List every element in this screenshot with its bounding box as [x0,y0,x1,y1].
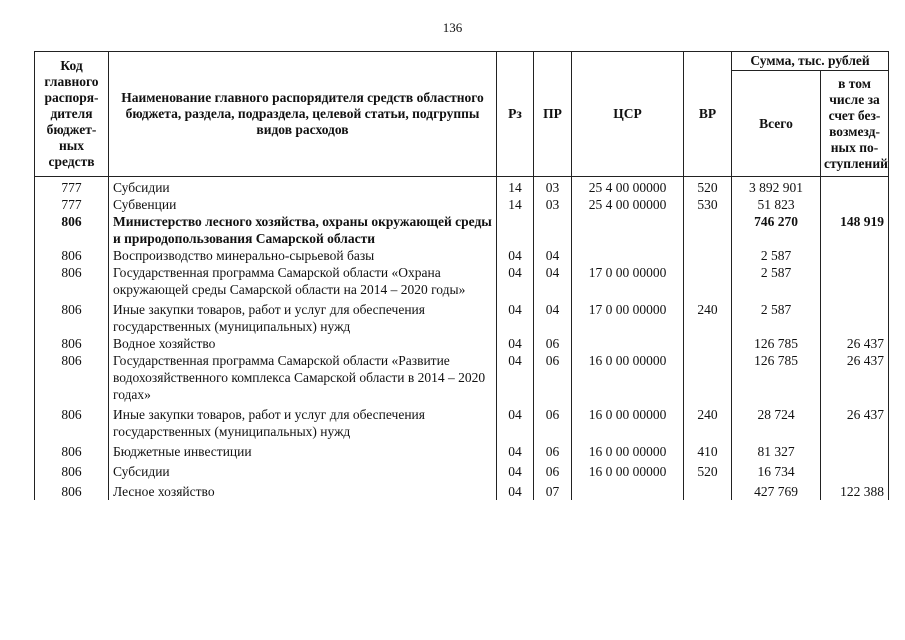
cell-rz: 04 [497,480,534,500]
cell-code: 806 [35,335,109,352]
cell-total: 16 734 [732,460,821,480]
cell-pr [534,213,572,247]
cell-rz: 04 [497,440,534,460]
cell-vr: 530 [684,196,732,213]
cell-grants: 26 437 [821,352,889,403]
table-row [35,298,889,335]
table-row [35,247,889,264]
cell-pr: 06 [534,460,572,480]
header-vr: ВР [684,52,732,177]
cell-grants [821,196,889,213]
header-code: Код главного распоря-дителя бюджет-ных средств [35,52,109,177]
cell-rz: 04 [497,403,534,440]
cell-total: 126 785 [732,335,821,352]
cell-rz: 14 [497,196,534,213]
cell-csr: 16 0 00 00000 [572,403,684,440]
cell-code: 777 [35,177,109,197]
table-row [35,480,889,500]
cell-name: Бюджетные инвестиции [109,440,497,460]
cell-csr [572,213,684,247]
cell-rz: 04 [497,352,534,403]
cell-total: 2 587 [732,298,821,335]
page-number: 136 [442,20,463,35]
cell-vr [684,213,732,247]
cell-vr: 240 [684,403,732,440]
cell-csr: 17 0 00 00000 [572,264,684,298]
cell-rz: 04 [497,460,534,480]
cell-grants [821,460,889,480]
cell-pr: 06 [534,335,572,352]
cell-grants: 148 919 [821,213,889,247]
cell-pr: 06 [534,403,572,440]
cell-grants [821,247,889,264]
table-row [35,177,889,197]
header-pr: ПР [534,52,572,177]
cell-csr [572,480,684,500]
table-row [35,440,889,460]
cell-vr [684,264,732,298]
header-grants: в том числе за счет без-возмезд-ных по-ступлений [821,71,889,177]
cell-pr: 04 [534,264,572,298]
cell-code: 806 [35,480,109,500]
cell-grants [821,298,889,335]
cell-total: 51 823 [732,196,821,213]
cell-name: Субвенции [109,196,497,213]
cell-pr: 03 [534,196,572,213]
cell-pr: 04 [534,298,572,335]
budget-table [34,51,889,500]
cell-code: 806 [35,440,109,460]
cell-rz: 14 [497,177,534,197]
cell-vr: 410 [684,440,732,460]
table-row [35,352,889,403]
cell-code: 777 [35,196,109,213]
cell-code: 806 [35,460,109,480]
cell-total: 3 892 901 [732,177,821,197]
cell-vr [684,247,732,264]
cell-vr: 520 [684,460,732,480]
table-row [35,196,889,213]
cell-name: Субсидии [109,177,497,197]
header-total: Всего [732,71,821,177]
cell-rz: 04 [497,247,534,264]
cell-grants [821,264,889,298]
cell-csr: 25 4 00 00000 [572,177,684,197]
cell-csr: 17 0 00 00000 [572,298,684,335]
header-sum-group: Сумма, тыс. рублей [732,52,889,71]
cell-name: Лесное хозяйство [109,480,497,500]
cell-csr: 25 4 00 00000 [572,196,684,213]
cell-rz: 04 [497,298,534,335]
cell-vr: 520 [684,177,732,197]
cell-total: 746 270 [732,213,821,247]
cell-grants: 26 437 [821,335,889,352]
header-rz: Рз [497,52,534,177]
cell-total: 2 587 [732,247,821,264]
cell-code: 806 [35,264,109,298]
table-row [35,335,889,352]
cell-csr: 16 0 00 00000 [572,440,684,460]
cell-code: 806 [35,213,109,247]
cell-total: 427 769 [732,480,821,500]
cell-name: Водное хозяйство [109,335,497,352]
header-name: Наименование главного распорядителя средств областного бюджета, раздела, подраздела, целевой статьи, подгруппы видов расходов [109,52,497,177]
table-row [35,460,889,480]
table-row [35,403,889,440]
cell-vr [684,480,732,500]
cell-vr: 240 [684,298,732,335]
cell-name: Государственная программа Самарской области «Охрана окружающей среды Самарской области на 2014 – 2020 годы» [109,264,497,298]
cell-csr [572,335,684,352]
cell-name: Государственная программа Самарской области «Развитие водохозяйственного комплекса Самарской области в 2014 – 2020 годах» [109,352,497,403]
cell-pr: 07 [534,480,572,500]
cell-code: 806 [35,403,109,440]
cell-vr [684,335,732,352]
header-csr: ЦСР [572,52,684,177]
cell-total: 126 785 [732,352,821,403]
cell-code: 806 [35,247,109,264]
table-row [35,264,889,298]
cell-total: 81 327 [732,440,821,460]
cell-name: Иные закупки товаров, работ и услуг для обеспечения государственных (муниципальных) нужд [109,403,497,440]
cell-grants: 122 388 [821,480,889,500]
cell-name: Иные закупки товаров, работ и услуг для обеспечения государственных (муниципальных) нужд [109,298,497,335]
cell-pr: 03 [534,177,572,197]
cell-csr [572,247,684,264]
cell-pr: 04 [534,247,572,264]
cell-code: 806 [35,352,109,403]
cell-csr: 16 0 00 00000 [572,460,684,480]
cell-csr: 16 0 00 00000 [572,352,684,403]
cell-total: 28 724 [732,403,821,440]
cell-total: 2 587 [732,264,821,298]
cell-pr: 06 [534,352,572,403]
cell-name: Министерство лесного хозяйства, охраны окружающей среды и природопользования Самарской области [109,213,497,247]
cell-name: Субсидии [109,460,497,480]
cell-grants [821,440,889,460]
table-row-ministry [35,213,889,247]
cell-name: Воспроизводство минерально-сырьевой базы [109,247,497,264]
cell-grants [821,177,889,197]
table-header [35,52,889,177]
cell-code: 806 [35,298,109,335]
cell-rz: 04 [497,335,534,352]
cell-rz: 04 [497,264,534,298]
cell-rz [497,213,534,247]
cell-grants: 26 437 [821,403,889,440]
cell-vr [684,352,732,403]
cell-pr: 06 [534,440,572,460]
